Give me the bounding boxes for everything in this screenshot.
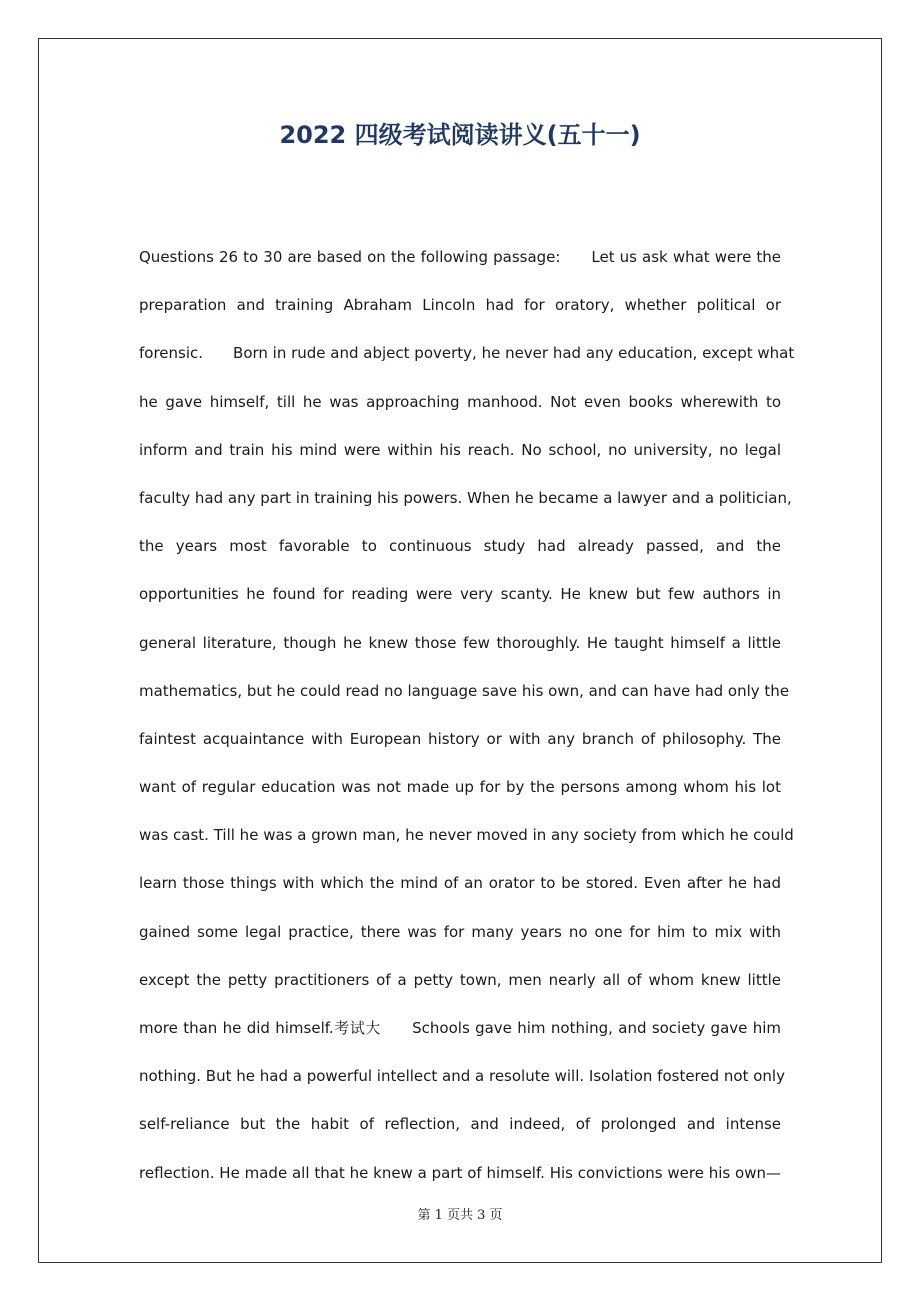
passage-line: nothing. But he had a powerful intellect and a resolute will. Isolation fostered not only <box>139 1067 785 1086</box>
document-title: 2022 四级考试阅读讲义(五十一) <box>279 121 641 149</box>
passage-line: faintest acquaintance with European history or with any branch of philosophy. The <box>139 729 781 748</box>
passage-line: mathematics, but he could read no language save his own, and can have had only the <box>139 681 790 700</box>
passage-line: Questions 26 to 30 are based on the following passage: Let us ask what were the <box>139 248 781 266</box>
passage-body <box>139 233 795 1197</box>
passage-line: general literature, though he knew those few thoroughly. He taught himself a little <box>139 633 781 652</box>
passage-line: want of regular education was not made up for by the persons among whom his lot <box>139 778 781 797</box>
passage-line: more than he did himself.考试大 Schools gave him nothing, and society gave him <box>139 1019 781 1037</box>
passage-line: faculty had any part in training his powers. When he became a lawyer and a politician, <box>139 488 792 507</box>
passage-line: gained some legal practice, there was for many years no one for him to mix with <box>139 922 781 941</box>
passage-line: forensic. Born in rude and abject poverty, he never had any education, except what <box>139 344 795 363</box>
page-total: 共 3 页 <box>460 1208 503 1223</box>
passage-line: inform and train his mind were within his reach. No school, no university, no legal <box>139 440 781 459</box>
passage-line: the years most favorable to continuous study had already passed, and the <box>139 537 781 556</box>
passage-line: learn those things with which the mind of an orator to be stored. Even after he had <box>139 874 781 893</box>
passage-line: self-reliance but the habit of reflection, and indeed, of prolonged and intense <box>139 1115 781 1134</box>
passage-line: except the petty practitioners of a petty town, men nearly all of whom knew little <box>139 970 781 989</box>
passage-line: opportunities he found for reading were very scanty. He knew but few authors in <box>139 585 781 604</box>
passage-line: was cast. Till he was a grown man, he never moved in any society from which he could <box>139 826 794 845</box>
passage-line: he gave himself, till he was approaching manhood. Not even books wherewith to <box>139 392 781 411</box>
passage-line: preparation and training Abraham Lincoln had for oratory, whether political or <box>139 296 781 315</box>
page-footer <box>0 1206 920 1226</box>
page-number: 第 1 页 <box>417 1208 460 1223</box>
passage-line: reflection. He made all that he knew a part of himself. His convictions were his own— <box>139 1163 781 1182</box>
